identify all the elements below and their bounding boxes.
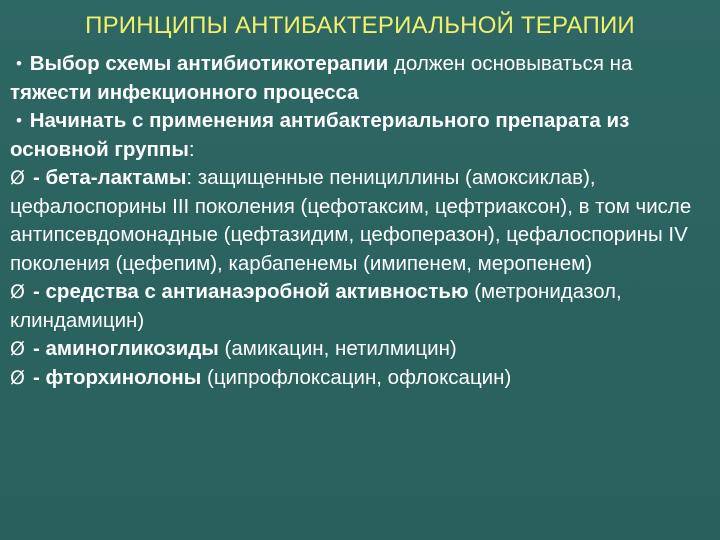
bullet-item — [10, 50, 712, 107]
bullet-text-segment: - средства с антианаэробной активностью — [33, 280, 469, 303]
bullet-text-segment: должен основываться на — [393, 52, 633, 75]
bullet-dot-icon: • — [16, 111, 27, 130]
bullet-item — [10, 278, 712, 335]
bullet-arrow-icon: Ø — [10, 366, 31, 389]
bullet-text-segment: тяжести инфекционного процесса — [10, 80, 359, 104]
bullet-arrow-icon: Ø — [10, 281, 31, 303]
bullet-text-segment: : — [188, 137, 195, 161]
bullet-text-segment: (ципрофлоксацин, офлоксацин) — [201, 365, 512, 389]
bullet-text-segment: - аминогликозиды — [33, 337, 219, 360]
bullet-dot-icon: • — [16, 54, 27, 73]
slide-body — [0, 40, 720, 392]
bullet-text-segment: (метронидазол, клиндамицин) — [10, 280, 622, 332]
bullet-text-segment: : защищенные пенициллины (амоксиклав), цефалоспорины III поколения (цефотаксим, цефтриаксон), в том числе антипсевдомонадные (цефтазидим, цефоперазон), цефалоспорины IV поколения (цефепим), карбапенемы (имипенем, меропенем) — [10, 166, 692, 275]
bullet-item — [10, 335, 712, 364]
bullet-item — [10, 164, 712, 278]
bullet-text-segment: Начинать с применения антибактериального препарата из основной группы — [10, 109, 630, 161]
bullet-item — [10, 364, 712, 393]
bullet-text-segment: - бета-лактамы — [33, 166, 187, 189]
bullet-arrow-icon: Ø — [10, 167, 31, 189]
slide-title: ПРИНЦИПЫ АНТИБАКТЕРИАЛЬНОЙ ТЕРАПИИ — [85, 12, 635, 39]
bullet-text-segment: (амикацин, нетилмицин) — [218, 337, 457, 360]
bullet-arrow-icon: Ø — [10, 338, 31, 360]
bullet-item — [10, 107, 712, 164]
bullet-text-segment: Выбор схемы антибиотикотерапии — [29, 52, 394, 75]
bullet-text-segment: - фторхинолоны — [33, 365, 202, 389]
